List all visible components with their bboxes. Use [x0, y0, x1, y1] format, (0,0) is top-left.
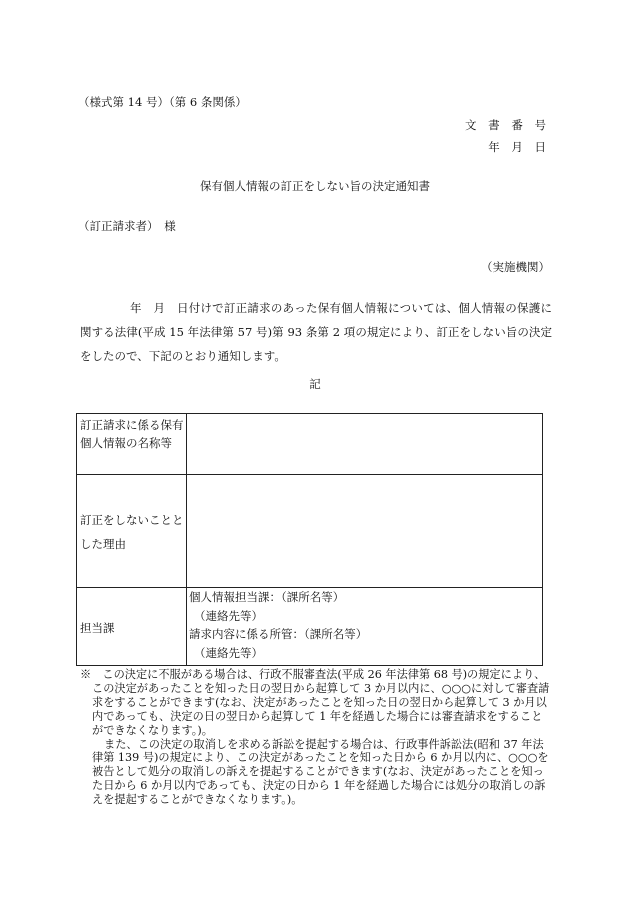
- department-label: 担当課: [77, 588, 187, 666]
- department-contact: [187, 588, 543, 666]
- form-number: （様式第 14 号）（第 6 条関係）: [78, 95, 247, 109]
- decision-table: [76, 413, 543, 666]
- request-department-contact: （連絡先等）: [194, 645, 263, 660]
- table-row: [77, 475, 543, 588]
- body-paragraph: 年 月 日付けで訂正請求のあった保有個人情報については、個人情報の保護に関する法律(平成 15 年法律第 57 号)第 93 条第 2 項の規定により、訂正をしない旨の決定をしたので、下記のとおり通知します。: [80, 301, 552, 363]
- ki-heading: 記: [309, 377, 321, 391]
- document-number: 文 書 番 号: [465, 118, 550, 132]
- document-date: 年 月 日: [488, 140, 550, 154]
- reason-value: [187, 475, 543, 588]
- addressee: （訂正請求者） 様: [78, 219, 176, 233]
- implementing-agency: （実施機関）: [481, 260, 550, 274]
- note-appeal: ※ この決定に不服がある場合は、行政不服審査法(平成 26 年法律第 68 号)の規定により、この決定があったことを知った日の翌日から起算して 3 か月以内に、○○○に対して審査請求をすることができます(なお、決定があったことを知った日の翌日から起算して 3 か月以内であっても、決定の日の翌日から起算して 1 年を経過した場合には審査請求をすることができなくなります。)。: [80, 668, 550, 737]
- info-name-value: [187, 414, 543, 475]
- document-title: 保有個人情報の訂正をしない旨の決定通知書: [200, 179, 430, 193]
- notes: [80, 668, 552, 807]
- table-row: [77, 588, 543, 666]
- privacy-department: 個人情報担当課：（課所名等）: [189, 590, 345, 604]
- privacy-department-contact: （連絡先等）: [194, 608, 263, 623]
- info-name-label: 訂正請求に係る保有個人情報の名称等: [77, 414, 187, 475]
- table-row: [77, 414, 543, 475]
- request-department: 請求内容に係る所管：（課所名等）: [189, 627, 368, 641]
- note-lawsuit: また、この決定の取消しを求める訴訟を提起する場合は、行政事件訴訟法(昭和 37 年法律第 139 号)の規定により、この決定があったことを知った日から 6 か月以内に、○○○を被告として処分の取消しの訴えを提起することができます(なお、決定があったことを知った日から 6 か月以内であっても、決定の日から 1 年を経過した場合には処分の取消しの訴えを提起することができなくなります。)。: [92, 737, 549, 807]
- reason-label: 訂正をしないこととした理由: [77, 475, 187, 588]
